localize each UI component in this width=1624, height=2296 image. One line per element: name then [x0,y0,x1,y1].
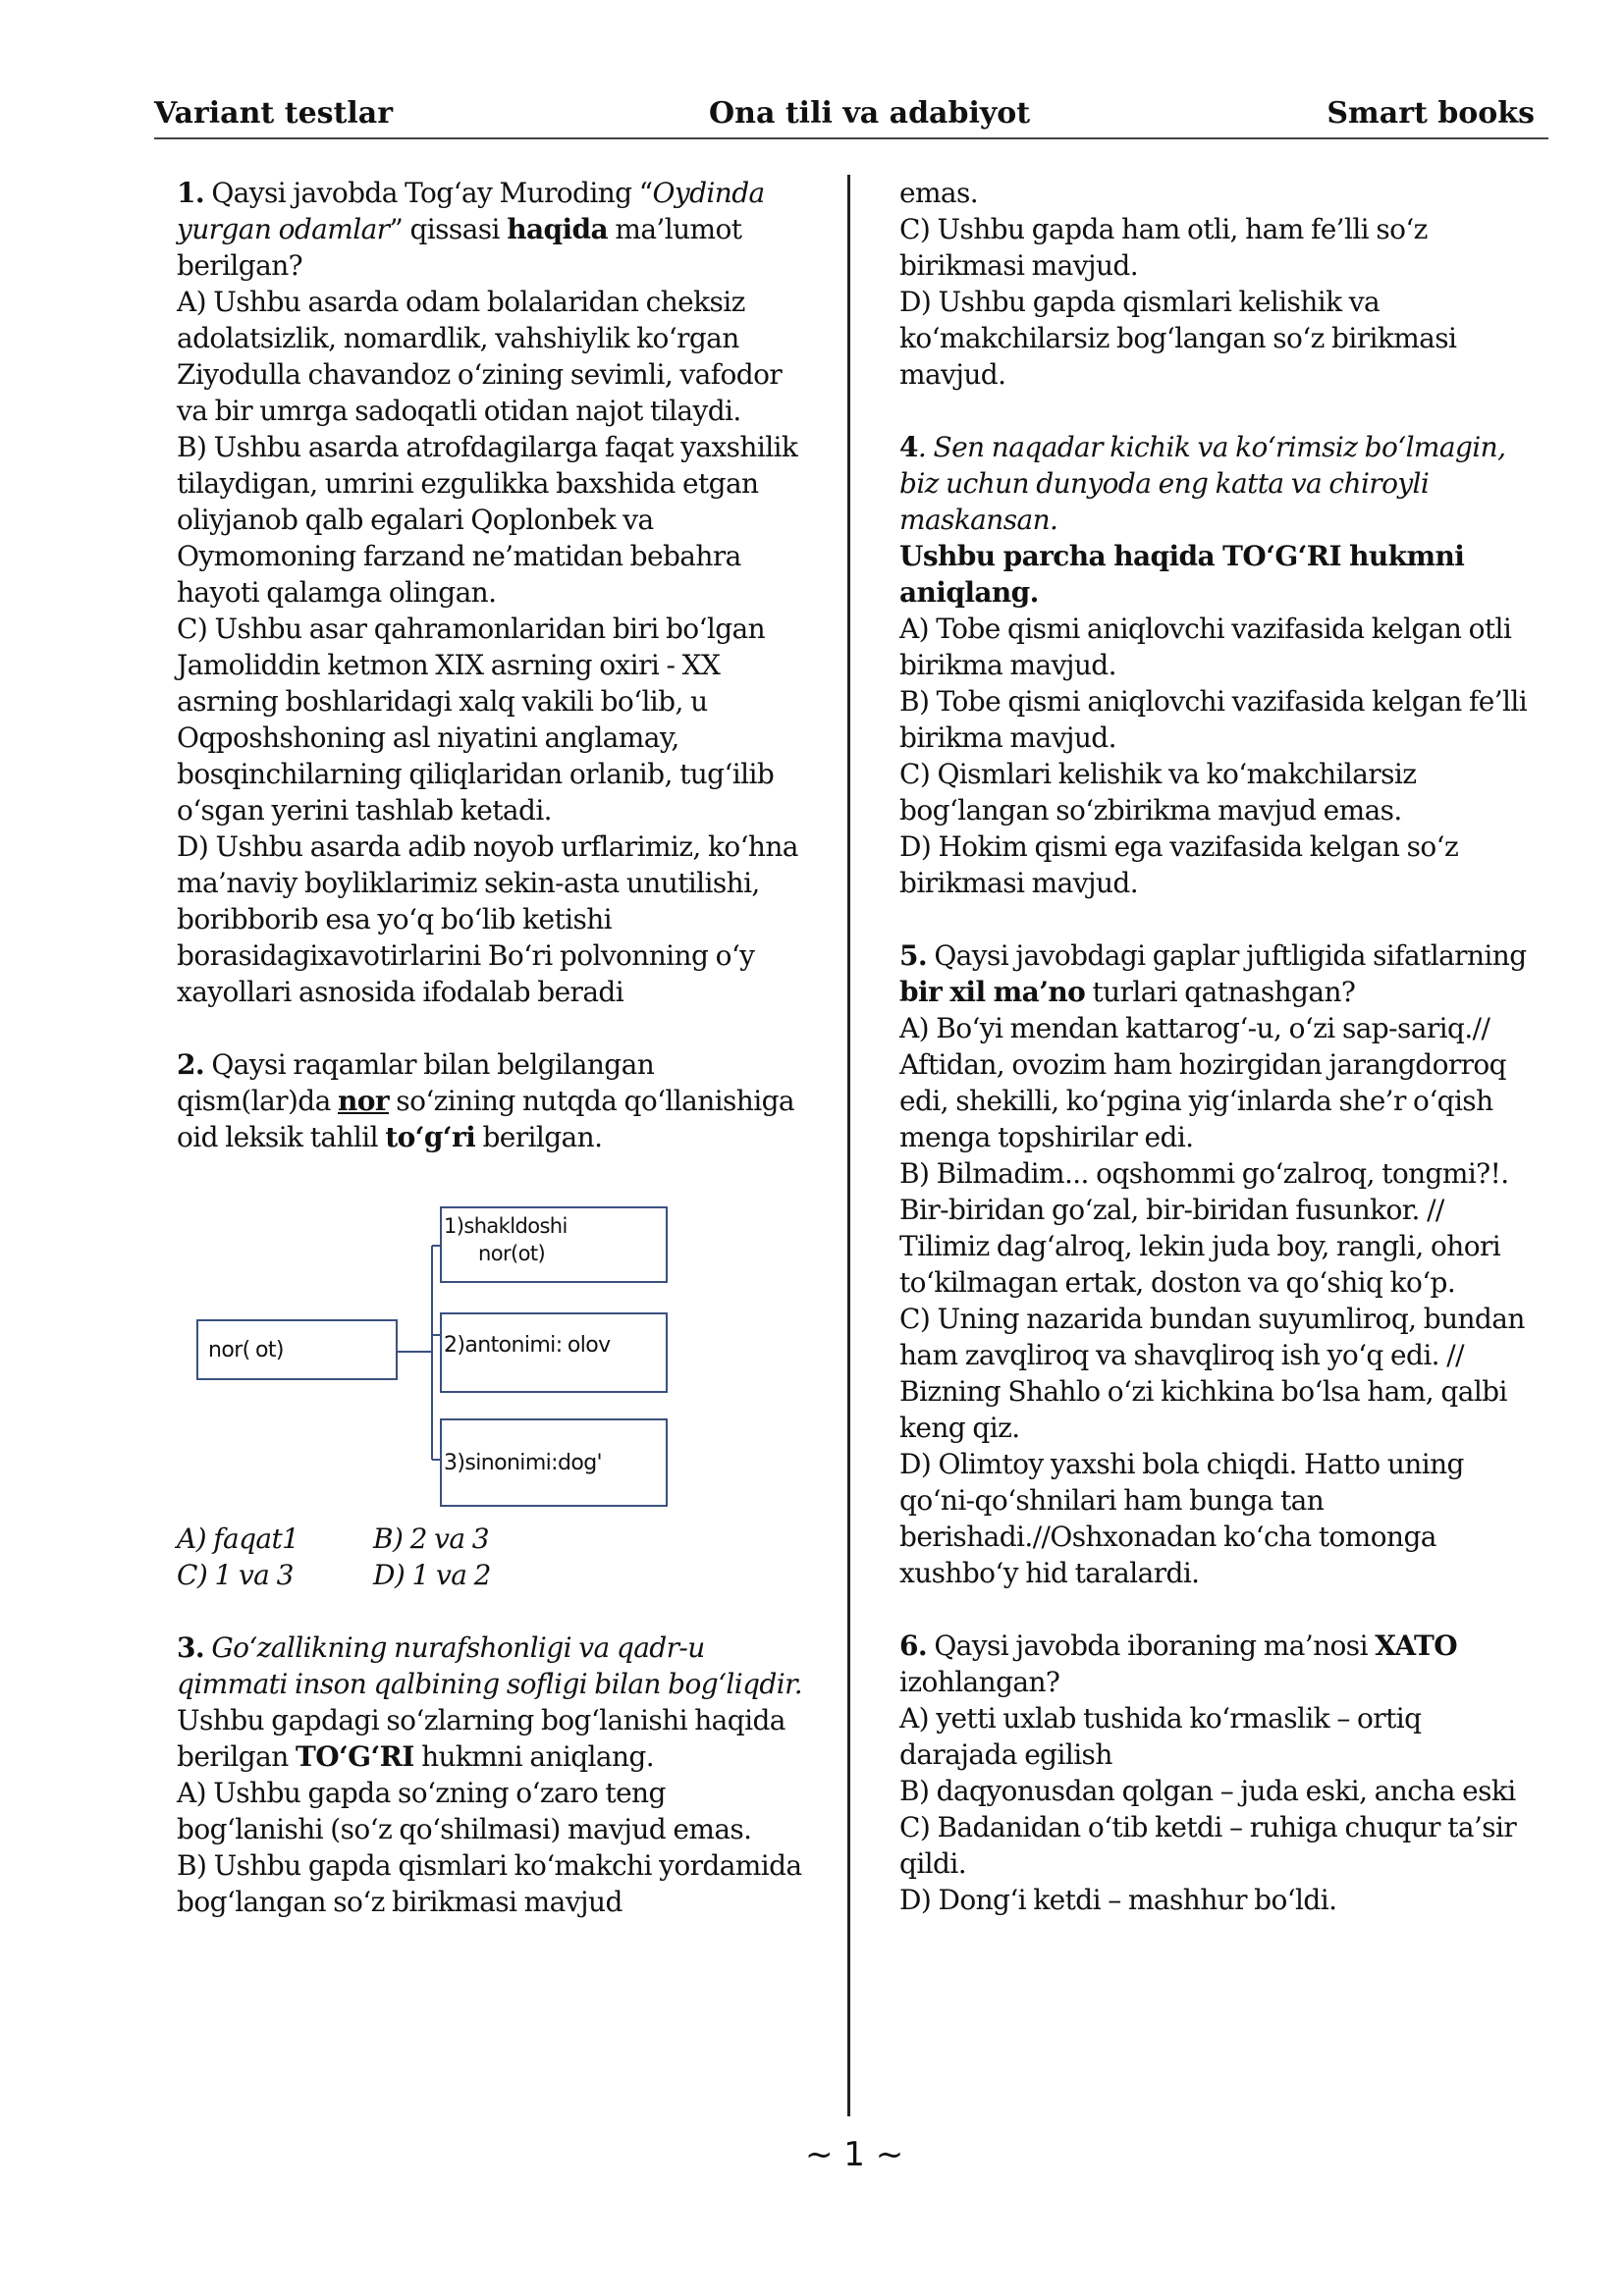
option-b: B) daqyonusdan qolgan – juda eski, ancha eski [899,1775,1516,1807]
option-b: B) Ushbu gapda qismlari ko‘makchi yordamida bog‘langan so‘z birikmasi mavjud [177,1849,802,1918]
question-4-text: Ushbu parcha haqida TO‘G‘RI hukmni aniqlang. [899,540,1465,609]
option-b: B) 2 va 3 [373,1522,489,1555]
right-column [899,175,1538,1918]
header-left: Variant testlar [154,96,394,131]
question-5-number: 5. [899,939,928,972]
option-b: B) Ushbu asarda atrofdagilarga faqat yaxshilik tilaydigan, umrini ezgulikka baxshida etgan oliyjanob qalb egalari Qoplonbek va Oymomoning farzand ne’matidan bebahra hayoti qalamga olingan. [177,431,798,609]
work-title: Oydinda yurgan odamlar [177,177,765,245]
lexical-diagram [177,1195,815,1509]
diagram-root: nor( ot) [196,1319,398,1380]
option-c: C) Qismlari kelishik va ko‘makchilarsiz bog‘langan so‘zbirikma mavjud emas. [899,758,1417,827]
option-c: C) Uning nazarida bundan suyumliroq, bundan ham zavqliroq va shavqliroq ish yo‘q edi. // Bizning Shahlo o‘zi kichkina bo‘lsa ham, qalbi keng qiz. [899,1303,1525,1444]
column-divider [847,175,850,2116]
question-4 [899,429,1538,901]
question-2-number: 2. [177,1048,205,1081]
option-d: D) Ushbu asarda adib noyob urflarimiz, ko‘hna ma’naviy boyliklarimiz sekin-asta unutilishi, boribborib esa yo‘q bo‘lib ketishi borasidagixavotirlarini Bo‘ri polvonning o‘y xayollari asnosida ifodalab beradi [177,830,798,1008]
page-number: ~ 1 ~ [805,2135,904,2174]
option-d: D) Dong‘i ketdi – mashhur bo‘ldi. [899,1884,1337,1916]
option-d: D) Hokim qismi ega vazifasida kelgan so‘z birikmasi mavjud. [899,830,1459,899]
question-5 [899,937,1538,1591]
option-a: A) Bo‘yi mendan kattarog‘-u, o‘zi sap-sariq.// Aftidan, ovozim ham hozirgidan jarangdorroq edi, shekilli, ko‘pgina yig‘inlarda she’r o‘qish menga topshirilar edi. [899,1012,1506,1153]
option-c: C) Ushbu asar qahramonlaridan biri bo‘lgan Jamoliddin ketmon XIX asrning oxiri - XX asrning boshlaridagi xalq vakili bo‘lib, u Oqposhshoning asl niyatini anglamay, bosqinchilarning qiliqlaridan orlanib, tug‘ilib o‘sgan yerini tashlab ketadi. [177,613,775,827]
option-a: A) Ushbu asarda odam bolalaridan cheksiz adolatsizlik, nomardlik, vahshiylik ko‘rgan Ziyodulla chavandoz o‘zining sevimli, vafodor va bir umrga sadoqatli otidan najot tilaydi. [177,286,783,427]
question-4-sentence: 4. Sen naqadar kichik va ko‘rimsiz bo‘lmagin, biz uchun dunyoda eng katta va chiroyli maskansan. [899,431,1506,536]
question-6-number: 6. [899,1629,928,1662]
option-d: D) 1 va 2 [373,1559,491,1591]
diagram-node-3: 3)sinonimi:dog' [440,1418,668,1507]
option-b: B) Bilmadim... oqshommi go‘zalroq, tongmi?!. Bir-biridan go‘zal, bir-biridan fusunkor. // Tilimiz dag‘alroq, lekin juda boy, rangli, ohori to‘kilmagan ertak, doston va qo‘shiq ko‘p. [899,1157,1509,1299]
option-d: D) Olimtoy yaxshi bola chiqdi. Hatto uning qo‘ni-qo‘shnilari ham bunga tan berishadi.//Oshxonadan ko‘cha tomonga xushbo‘y hid taralardi. [899,1448,1464,1589]
option-a: A) yetti uxlab tushida ko‘rmaslik – ortiq darajada egilish [899,1702,1422,1771]
header-center: Ona tili va adabiyot [709,96,1031,131]
option-a: A) Ushbu gapda so‘zning o‘zaro teng bog‘lanishi (so‘z qo‘shilmasi) mavjud emas. [177,1777,752,1845]
question-2-text: 2. Qaysi raqamlar bilan belgilangan qism(lar)da nor so‘zining nutqda qo‘llanishiga oid leksik tahlil to‘g‘ri berilgan. [177,1048,794,1153]
option-c: C) 1 va 3 [177,1559,294,1591]
keyword-nor: nor [338,1085,389,1117]
question-1-text: 1. Qaysi javobda Tog‘ay Muroding “Oydinda yurgan odamlar” qissasi haqida ma’lumot berilgan? [177,177,765,282]
question-6-text: 6. Qaysi javobda iboraning ma’nosi XATO izohlangan? [899,1629,1457,1698]
option-c: C) Badanidan o‘tib ketdi – ruhiga chuqur ta’sir qildi. [899,1811,1517,1880]
question-2-options [177,1521,815,1593]
option-b: B) Tobe qismi aniqlovchi vazifasida kelgan fe’lli birikma mavjud. [899,685,1528,754]
option-a: A) faqat1 [177,1522,299,1555]
left-column [177,175,815,1920]
question-3-text: Ushbu gapdagi so‘zlarning bog‘lanishi haqida berilgan TO‘G‘RI hukmni aniqlang. [177,1704,785,1773]
question-1-number: 1. [177,177,205,209]
option-b-continued: emas. [899,177,979,209]
question-3 [177,1629,815,1920]
question-3-number: 3. [177,1631,205,1664]
option-d: D) Ushbu gapda qismlari kelishik va ko‘makchilarsiz bog‘langan so‘z birikmasi mavjud. [899,286,1457,391]
question-3-sentence: 3. Go‘zallikning nurafshonligi va qadr-u qimmati inson qalbining sofligi bilan bog‘liqdir. [177,1631,803,1700]
question-5-text: 5. Qaysi javobdagi gaplar juftligida sifatlarning bir xil ma’no turlari qatnashgan? [899,939,1527,1008]
question-2 [177,1046,815,1593]
header-right: Smart books [1326,96,1535,131]
diagram-node-2: 2)antonimi: olov [440,1312,668,1393]
diagram-node-1: 1)shakldoshi nor(ot) [440,1206,668,1283]
page-header [154,96,1548,139]
question-6 [899,1628,1538,1918]
option-c: C) Ushbu gapda ham otli, ham fe’lli so‘z birikmasi mavjud. [899,213,1428,282]
option-a: A) Tobe qismi aniqlovchi vazifasida kelgan otli birikma mavjud. [899,613,1512,681]
question-4-number: 4 [899,431,918,463]
question-1 [177,175,815,1010]
